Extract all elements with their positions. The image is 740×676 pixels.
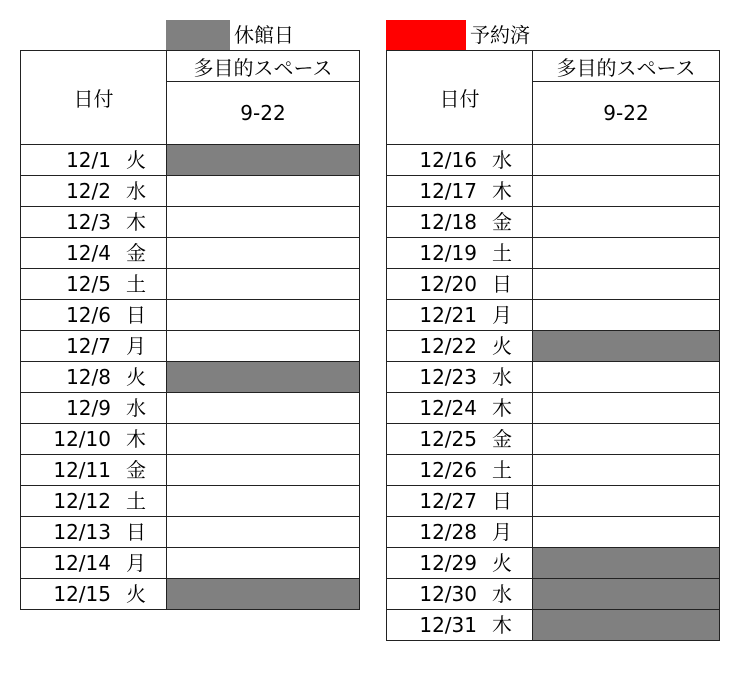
table-row: [387, 176, 720, 207]
availability-cell: [533, 238, 720, 269]
weekday-text: 土: [126, 272, 146, 296]
date-text: 12/20: [419, 272, 477, 296]
weekday-text: 木: [126, 210, 146, 234]
weekday-text: 火: [492, 551, 512, 575]
closed-day-cell: [533, 548, 720, 579]
weekday-text: 日: [126, 303, 146, 327]
closed-day-cell: [167, 579, 360, 610]
date-cell: [21, 269, 167, 300]
availability-cell: [533, 362, 720, 393]
date-text: 12/4: [66, 241, 111, 265]
date-text: 12/26: [419, 458, 477, 482]
date-cell: [21, 300, 167, 331]
date-cell: [387, 145, 533, 176]
date-text: 12/6: [66, 303, 111, 327]
availability-cell: [167, 238, 360, 269]
table-row: [387, 579, 720, 610]
date-cell: [387, 300, 533, 331]
date-cell: [21, 207, 167, 238]
table-row: [387, 331, 720, 362]
weekday-text: 水: [126, 179, 146, 203]
header-time: 9-22: [167, 82, 360, 145]
weekday-text: 木: [492, 613, 512, 637]
date-text: 12/2: [66, 179, 111, 203]
table-row: [387, 269, 720, 300]
date-cell: [387, 207, 533, 238]
weekday-text: 月: [126, 551, 146, 575]
date-text: 12/24: [419, 396, 477, 420]
date-text: 12/30: [419, 582, 477, 606]
date-text: 12/28: [419, 520, 477, 544]
table-row: [21, 393, 360, 424]
weekday-text: 土: [492, 241, 512, 265]
weekday-text: 木: [492, 396, 512, 420]
date-cell: [21, 362, 167, 393]
date-text: 12/22: [419, 334, 477, 358]
date-text: 12/27: [419, 489, 477, 513]
date-text: 12/16: [419, 148, 477, 172]
date-text: 12/7: [66, 334, 111, 358]
date-text: 12/12: [53, 489, 111, 513]
availability-cell: [167, 331, 360, 362]
weekday-text: 月: [492, 520, 512, 544]
availability-cell: [167, 517, 360, 548]
date-text: 12/21: [419, 303, 477, 327]
table-row: [387, 548, 720, 579]
availability-cell: [167, 269, 360, 300]
weekday-text: 土: [492, 458, 512, 482]
date-text: 12/10: [53, 427, 111, 451]
closed-day-cell: [533, 331, 720, 362]
date-cell: [21, 145, 167, 176]
table-row: [21, 424, 360, 455]
date-cell: [387, 455, 533, 486]
date-text: 12/1: [66, 148, 111, 172]
date-cell: [387, 517, 533, 548]
date-cell: [387, 579, 533, 610]
availability-cell: [533, 176, 720, 207]
date-cell: [21, 579, 167, 610]
weekday-text: 火: [126, 365, 146, 389]
table-row: [21, 548, 360, 579]
table-row: [387, 145, 720, 176]
date-text: 12/23: [419, 365, 477, 389]
table-row: [21, 238, 360, 269]
availability-cell: [167, 176, 360, 207]
date-cell: [387, 548, 533, 579]
closed-day-cell: [533, 610, 720, 641]
weekday-text: 木: [492, 179, 512, 203]
table-row: [21, 207, 360, 238]
weekday-text: 火: [126, 582, 146, 606]
table-row: [387, 486, 720, 517]
closed-day-cell: [533, 579, 720, 610]
availability-cell: [533, 145, 720, 176]
weekday-text: 日: [492, 272, 512, 296]
weekday-text: 金: [492, 210, 512, 234]
date-cell: [387, 269, 533, 300]
weekday-text: 日: [126, 520, 146, 544]
date-text: 12/17: [419, 179, 477, 203]
weekday-text: 木: [126, 427, 146, 451]
table-row: [387, 455, 720, 486]
legend-closed-swatch: [166, 20, 230, 50]
legend-closed-label: 休館日: [234, 23, 294, 47]
date-cell: [387, 486, 533, 517]
weekday-text: 水: [126, 396, 146, 420]
date-cell: [21, 455, 167, 486]
header-space: 多目的スペース: [533, 51, 720, 82]
weekday-text: 水: [492, 148, 512, 172]
table-row: [21, 145, 360, 176]
availability-cell: [167, 486, 360, 517]
date-text: 12/5: [66, 272, 111, 296]
date-text: 12/15: [53, 582, 111, 606]
closed-day-cell: [167, 145, 360, 176]
calendar-table-right: [386, 50, 720, 641]
date-text: 12/9: [66, 396, 111, 420]
availability-cell: [167, 207, 360, 238]
availability-cell: [533, 269, 720, 300]
table-row: [387, 362, 720, 393]
table-row: [21, 362, 360, 393]
date-text: 12/18: [419, 210, 477, 234]
date-cell: [387, 393, 533, 424]
date-cell: [21, 331, 167, 362]
date-cell: [387, 176, 533, 207]
date-cell: [387, 610, 533, 641]
availability-cell: [167, 548, 360, 579]
table-row: [387, 207, 720, 238]
availability-cell: [533, 517, 720, 548]
header-time: 9-22: [533, 82, 720, 145]
weekday-text: 日: [492, 489, 512, 513]
table-row: [21, 269, 360, 300]
header-space: 多目的スペース: [167, 51, 360, 82]
table-row: [387, 424, 720, 455]
date-cell: [387, 424, 533, 455]
date-cell: [21, 238, 167, 269]
date-cell: [21, 393, 167, 424]
date-cell: [21, 424, 167, 455]
table-row: [387, 393, 720, 424]
availability-cell: [533, 207, 720, 238]
table-row: [21, 331, 360, 362]
weekday-text: 月: [126, 334, 146, 358]
table-row: [387, 517, 720, 548]
availability-cell: [167, 393, 360, 424]
date-cell: [387, 238, 533, 269]
availability-cell: [533, 424, 720, 455]
availability-cell: [533, 300, 720, 331]
date-cell: [21, 176, 167, 207]
weekday-text: 火: [492, 334, 512, 358]
table-row: [387, 300, 720, 331]
weekday-text: 金: [126, 241, 146, 265]
closed-day-cell: [167, 362, 360, 393]
availability-cell: [533, 393, 720, 424]
availability-cell: [533, 455, 720, 486]
weekday-text: 土: [126, 489, 146, 513]
date-text: 12/19: [419, 241, 477, 265]
date-text: 12/13: [53, 520, 111, 544]
weekday-text: 金: [126, 458, 146, 482]
calendar-table-left: [20, 50, 360, 610]
weekday-text: 水: [492, 582, 512, 606]
availability-cell: [167, 424, 360, 455]
table-row: [21, 579, 360, 610]
weekday-text: 月: [492, 303, 512, 327]
date-text: 12/29: [419, 551, 477, 575]
table-row: [21, 176, 360, 207]
availability-cell: [167, 455, 360, 486]
table-row: [387, 610, 720, 641]
table-row: [21, 455, 360, 486]
legend-reserved-swatch: [386, 20, 466, 50]
table-row: [21, 486, 360, 517]
date-text: 12/8: [66, 365, 111, 389]
availability-cell: [167, 300, 360, 331]
availability-cell: [533, 486, 720, 517]
date-cell: [387, 362, 533, 393]
date-text: 12/11: [53, 458, 111, 482]
date-cell: [21, 548, 167, 579]
weekday-text: 水: [492, 365, 512, 389]
table-row: [21, 517, 360, 548]
date-text: 12/31: [419, 613, 477, 637]
header-date: 日付: [387, 51, 533, 145]
header-date: 日付: [21, 51, 167, 145]
weekday-text: 火: [126, 148, 146, 172]
table-row: [21, 300, 360, 331]
table-row: [387, 238, 720, 269]
date-cell: [21, 517, 167, 548]
date-text: 12/3: [66, 210, 111, 234]
date-cell: [21, 486, 167, 517]
date-text: 12/25: [419, 427, 477, 451]
weekday-text: 金: [492, 427, 512, 451]
date-cell: [387, 331, 533, 362]
legend-reserved-label: 予約済: [470, 23, 530, 47]
date-text: 12/14: [53, 551, 111, 575]
